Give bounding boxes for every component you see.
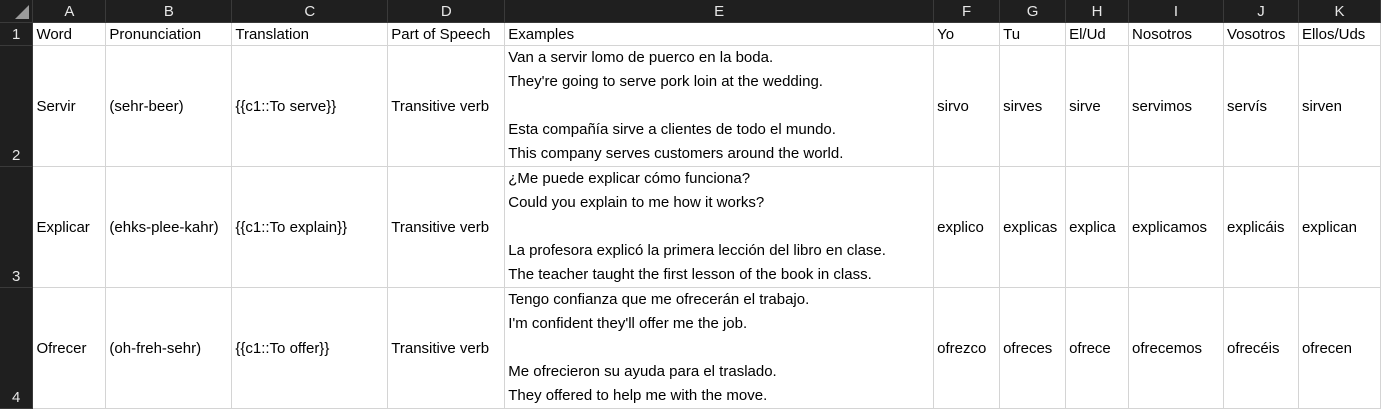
column-header-c[interactable]: C [232, 0, 388, 23]
examples-cell[interactable] [505, 46, 934, 167]
cell-e1-examples-header[interactable]: Examples [505, 23, 934, 46]
column-header-h[interactable]: H [1066, 0, 1129, 23]
example-gap [508, 215, 933, 239]
pronunciation-cell[interactable]: (oh-freh-sehr) [106, 288, 232, 409]
cell-a1-word-header[interactable]: Word [33, 23, 106, 46]
translation-cell[interactable]: {{c1::To explain}} [232, 167, 388, 288]
row-header-1[interactable]: 1 [0, 23, 33, 46]
row-header-2[interactable]: 2 [0, 46, 33, 167]
yo-cell[interactable]: ofrezco [934, 288, 1000, 409]
column-header-d[interactable]: D [388, 0, 505, 23]
example-english-2: They offered to help me with the move. [508, 387, 768, 404]
vosotros-cell[interactable]: servís [1223, 46, 1298, 167]
el-ud-cell[interactable]: ofrece [1066, 288, 1129, 409]
example-gap [508, 94, 933, 118]
yo-cell[interactable]: sirvo [934, 46, 1000, 167]
column-header-g[interactable]: G [1000, 0, 1066, 23]
word-cell[interactable]: Ofrecer [33, 288, 106, 409]
cell-i1-nosotros-header[interactable]: Nosotros [1129, 23, 1224, 46]
pronunciation-cell[interactable]: (ehks-plee-kahr) [106, 167, 232, 288]
example-spanish-2: La profesora explicó la primera lección del libro en clase. [508, 242, 886, 259]
row-header-3[interactable]: 3 [0, 167, 33, 288]
cell-k1-ellos-uds-header[interactable]: Ellos/Uds [1298, 23, 1380, 46]
column-header-e[interactable]: E [505, 0, 934, 23]
example-spanish-2: Esta compañía sirve a clientes de todo el mundo. [508, 121, 836, 138]
example-spanish-1: Van a servir lomo de puerco en la boda. [508, 49, 774, 66]
vosotros-cell[interactable]: ofrecéis [1223, 288, 1298, 409]
example-spanish-1: Tengo confianza que me ofrecerán el trabajo. [508, 291, 810, 308]
example-english-1: They're going to serve pork loin at the wedding. [508, 73, 823, 90]
part-of-speech-cell[interactable]: Transitive verb [388, 46, 505, 167]
word-cell[interactable]: Servir [33, 46, 106, 167]
el-ud-cell[interactable]: sirve [1066, 46, 1129, 167]
translation-cell[interactable]: {{c1::To offer}} [232, 288, 388, 409]
table-row [0, 46, 1381, 167]
cell-j1-vosotros-header[interactable]: Vosotros [1223, 23, 1298, 46]
part-of-speech-cell[interactable]: Transitive verb [388, 167, 505, 288]
tu-cell[interactable]: explicas [1000, 167, 1066, 288]
cell-f1-yo-header[interactable]: Yo [934, 23, 1000, 46]
example-english-2: The teacher taught the first lesson of the book in class. [508, 266, 872, 283]
select-all-corner[interactable] [0, 0, 33, 23]
column-header-j[interactable]: J [1223, 0, 1298, 23]
word-cell[interactable]: Explicar [33, 167, 106, 288]
column-header-i[interactable]: I [1129, 0, 1224, 23]
yo-cell[interactable]: explico [934, 167, 1000, 288]
example-english-1: I'm confident they'll offer me the job. [508, 315, 748, 332]
ellos-uds-cell[interactable]: sirven [1298, 46, 1380, 167]
pronunciation-cell[interactable]: (sehr-beer) [106, 46, 232, 167]
nosotros-cell[interactable]: ofrecemos [1129, 288, 1224, 409]
example-spanish-2: Me ofrecieron su ayuda para el traslado. [508, 363, 777, 380]
cell-b1-pronunciation-header[interactable]: Pronunciation [106, 23, 232, 46]
cell-h1-el-ud-header[interactable]: El/Ud [1066, 23, 1129, 46]
nosotros-cell[interactable]: explicamos [1129, 167, 1224, 288]
examples-cell[interactable] [505, 167, 934, 288]
example-gap [508, 336, 933, 360]
table-row [0, 288, 1381, 409]
select-all-icon [15, 5, 29, 19]
column-header-b[interactable]: B [106, 0, 232, 23]
tu-cell[interactable]: ofreces [1000, 288, 1066, 409]
example-spanish-1: ¿Me puede explicar cómo funciona? [508, 170, 751, 187]
table-row [0, 167, 1381, 288]
cell-d1-part-of-speech-header[interactable]: Part of Speech [388, 23, 505, 46]
column-header-k[interactable]: K [1298, 0, 1380, 23]
ellos-uds-cell[interactable]: ofrecen [1298, 288, 1380, 409]
cell-g1-tu-header[interactable]: Tu [1000, 23, 1066, 46]
examples-cell[interactable] [505, 288, 934, 409]
example-english-1: Could you explain to me how it works? [508, 194, 765, 211]
tu-cell[interactable]: sirves [1000, 46, 1066, 167]
column-header-a[interactable]: A [33, 0, 106, 23]
nosotros-cell[interactable]: servimos [1129, 46, 1224, 167]
ellos-uds-cell[interactable]: explican [1298, 167, 1380, 288]
translation-cell[interactable]: {{c1::To serve}} [232, 46, 388, 167]
vosotros-cell[interactable]: explicáis [1223, 167, 1298, 288]
cell-c1-translation-header[interactable]: Translation [232, 23, 388, 46]
example-english-2: This company serves customers around the world. [508, 145, 844, 162]
el-ud-cell[interactable]: explica [1066, 167, 1129, 288]
row-header-4[interactable]: 4 [0, 288, 33, 409]
part-of-speech-cell[interactable]: Transitive verb [388, 288, 505, 409]
column-header-f[interactable]: F [934, 0, 1000, 23]
